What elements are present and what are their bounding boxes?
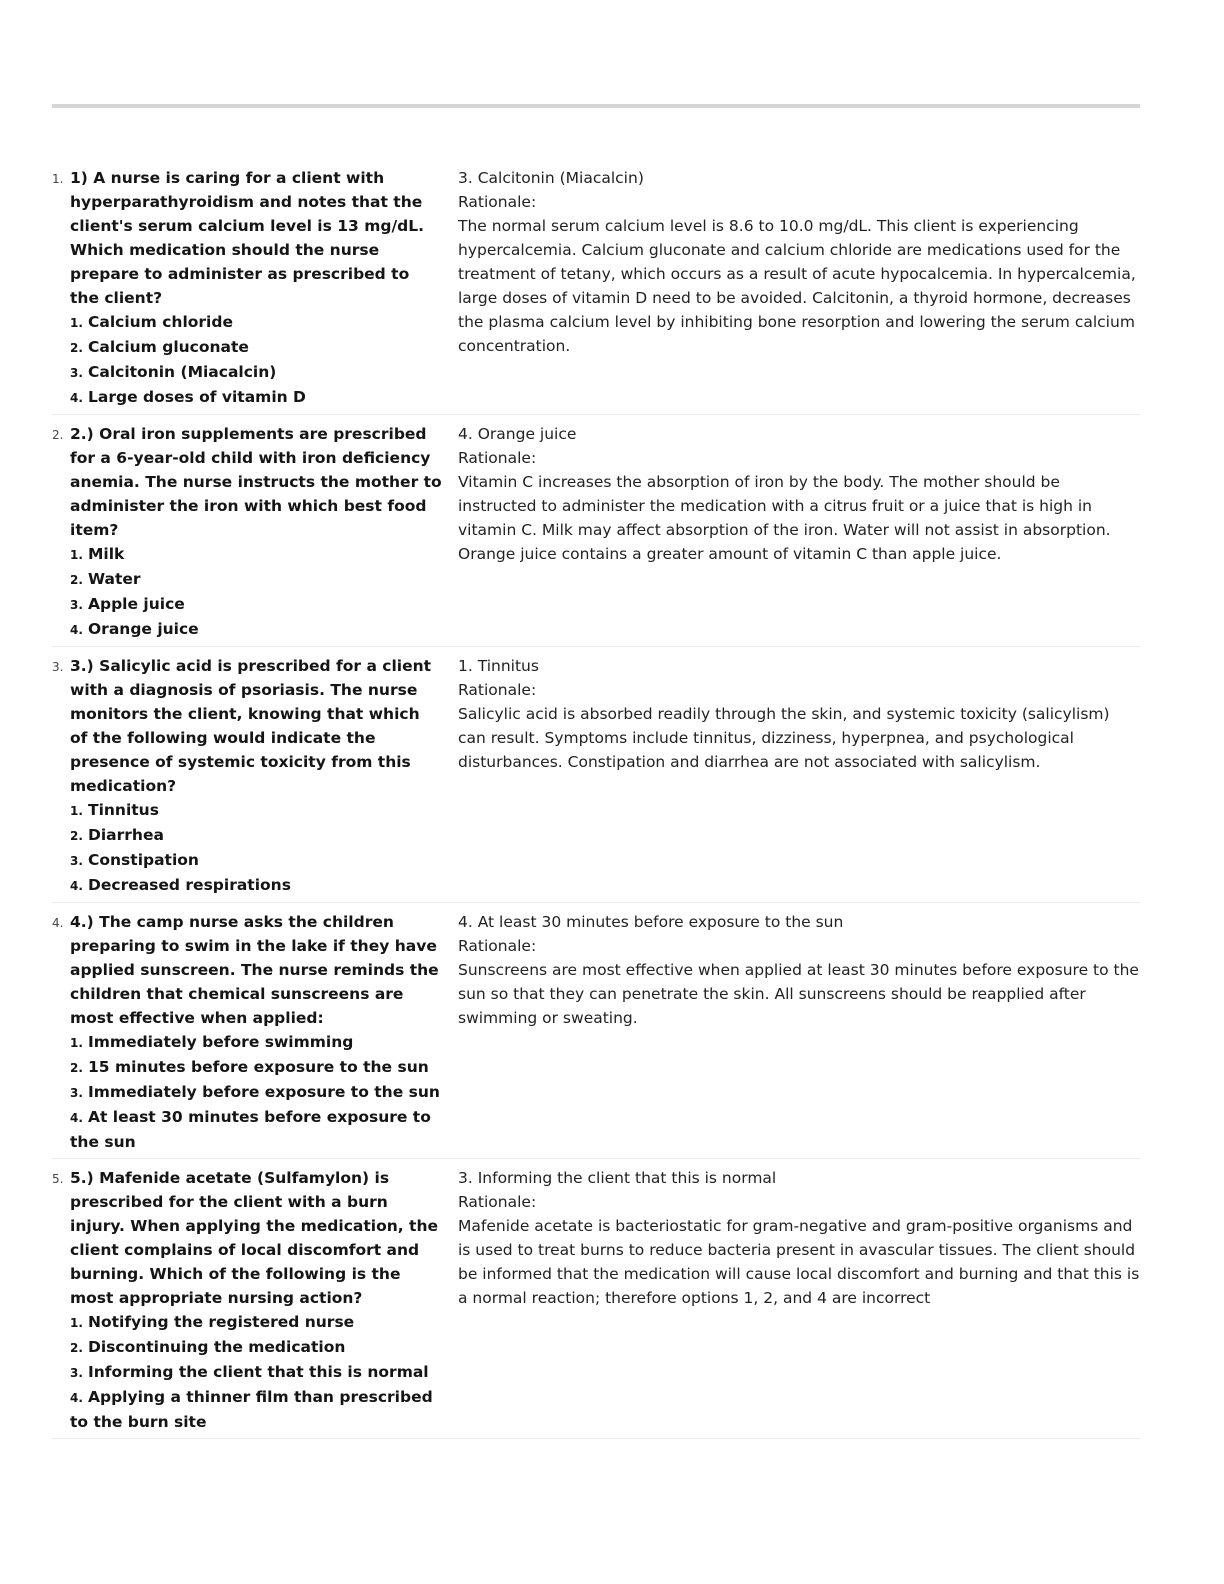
qa-row-5 xyxy=(52,1166,1140,1439)
option xyxy=(70,310,442,335)
qa-row-3 xyxy=(52,654,1140,903)
option-number: 4. xyxy=(70,1391,83,1405)
option-number: 1. xyxy=(70,548,83,562)
option xyxy=(70,1385,442,1434)
answer-text: 3. Calcitonin (Miacalcin) xyxy=(458,169,644,187)
option-text: Immediately before exposure to the sun xyxy=(88,1083,440,1101)
option-number: 4. xyxy=(70,1111,83,1125)
question-text: 5.) Mafenide acetate (Sulfamylon) is prescribed for the client with a burn injury. When applying the medication, the client complains of local discomfort and burning. Which of the following is the most appropriate nursing action? xyxy=(70,1169,439,1307)
option-number: 3. xyxy=(70,1086,83,1100)
option xyxy=(70,567,442,592)
question-text: 4.) The camp nurse asks the children preparing to swim in the lake if they have applied sunscreen. The nurse reminds the children that chemical sunscreens are most effective when applied: xyxy=(70,913,439,1027)
option-text: Applying a thinner film than prescribed to the burn site xyxy=(70,1388,433,1431)
option xyxy=(70,1105,442,1154)
answer-cell xyxy=(458,654,1140,898)
option xyxy=(70,385,442,410)
option-number: 4. xyxy=(70,879,83,893)
option-text: Notifying the registered nurse xyxy=(88,1313,355,1331)
option-text: Diarrhea xyxy=(88,826,164,844)
qa-row-4 xyxy=(52,910,1140,1159)
option-text: At least 30 minutes before exposure to the sun xyxy=(70,1108,431,1151)
answer-cell xyxy=(458,1166,1140,1434)
question-cell xyxy=(52,422,442,642)
option-text: Immediately before swimming xyxy=(88,1033,354,1051)
question-body xyxy=(70,654,442,898)
question-text: 3.) Salicylic acid is prescribed for a client with a diagnosis of psoriasis. The nurse monitors the client, knowing that which of the following would indicate the presence of systemic toxicity from this medication? xyxy=(70,657,432,795)
option xyxy=(70,592,442,617)
option xyxy=(70,873,442,898)
option xyxy=(70,1080,442,1105)
option-number: 1. xyxy=(70,1036,83,1050)
item-number: 4. xyxy=(52,916,64,930)
option-number: 3. xyxy=(70,1366,83,1380)
option xyxy=(70,798,442,823)
question-cell xyxy=(52,166,442,410)
question-body xyxy=(70,1166,442,1434)
option-number: 4. xyxy=(70,391,83,405)
question-text: 1) A nurse is caring for a client with hyperparathyroidism and notes that the client's serum calcium level is 13 mg/dL. Which medication should the nurse prepare to administer as prescribed to the client? xyxy=(70,169,424,307)
rationale-label: Rationale: xyxy=(458,681,537,699)
option-text: Water xyxy=(88,570,141,588)
rationale-label: Rationale: xyxy=(458,1193,537,1211)
option xyxy=(70,335,442,360)
answer-text: 3. Informing the client that this is normal xyxy=(458,1169,777,1187)
option-text: Milk xyxy=(88,545,125,563)
rationale-text: Mafenide acetate is bacteriostatic for gram-negative and gram-positive organisms and is used to treat burns to reduce bacteria present in avascular tissues. The client should be informed that the medication will cause local discomfort and burning and that this is a normal reaction; therefore options 1, 2, and 4 are incorrect xyxy=(458,1217,1140,1307)
option xyxy=(70,617,442,642)
rationale-text: Vitamin C increases the absorption of iron by the body. The mother should be instructed to administer the medication with a citrus fruit or a juice that is high in vitamin C. Milk may affect absorption of the iron. Water will not assist in absorption. Orange juice contains a greater amount of vitamin C than apple juice. xyxy=(458,473,1111,563)
item-number: 5. xyxy=(52,1172,64,1186)
option xyxy=(70,360,442,385)
answer-cell xyxy=(458,422,1140,642)
item-number: 1. xyxy=(52,172,64,186)
item-number: 2. xyxy=(52,428,64,442)
rationale-text: Sunscreens are most effective when applied at least 30 minutes before exposure to the sun so that they can penetrate the skin. All sunscreens should be reapplied after swimming or sweating. xyxy=(458,961,1139,1027)
question-text: 2.) Oral iron supplements are prescribed for a 6-year-old child with iron deficiency anemia. The nurse instructs the mother to administer the iron with which best food item? xyxy=(70,425,442,539)
option xyxy=(70,1310,442,1335)
qa-row-2 xyxy=(52,422,1140,647)
option-text: Decreased respirations xyxy=(88,876,291,894)
question-answer-table xyxy=(52,166,1140,1446)
option-number: 2. xyxy=(70,573,83,587)
option-number: 1. xyxy=(70,804,83,818)
option xyxy=(70,542,442,567)
option-number: 4. xyxy=(70,623,83,637)
rationale-label: Rationale: xyxy=(458,449,537,467)
option xyxy=(70,823,442,848)
question-cell xyxy=(52,910,442,1154)
option-number: 3. xyxy=(70,598,83,612)
option-text: Large doses of vitamin D xyxy=(88,388,306,406)
option-number: 1. xyxy=(70,1316,83,1330)
rationale-text: Salicylic acid is absorbed readily through the skin, and systemic toxicity (salicylism) can result. Symptoms include tinnitus, dizziness, hyperpnea, and psychological disturbances. Constipation and diarrhea are not associated with salicylism. xyxy=(458,705,1110,771)
option-number: 2. xyxy=(70,1341,83,1355)
answer-text: 1. Tinnitus xyxy=(458,657,539,675)
answer-cell xyxy=(458,166,1140,410)
answer-text: 4. At least 30 minutes before exposure to the sun xyxy=(458,913,844,931)
question-body xyxy=(70,422,442,642)
option-number: 2. xyxy=(70,341,83,355)
top-divider xyxy=(52,104,1140,108)
rationale-text: The normal serum calcium level is 8.6 to 10.0 mg/dL. This client is experiencing hypercalcemia. Calcium gluconate and calcium chloride are medications used for the treatment of tetany, which occurs as a result of acute hypocalcemia. In hypercalcemia, large doses of vitamin D need to be avoided. Calcitonin, a thyroid hormone, decreases the plasma calcium level by inhibiting bone resorption and lowering the serum calcium concentration. xyxy=(458,217,1136,355)
option-text: Orange juice xyxy=(88,620,199,638)
question-body xyxy=(70,910,442,1154)
item-number: 3. xyxy=(52,660,64,674)
answer-text: 4. Orange juice xyxy=(458,425,577,443)
option-text: Calcium chloride xyxy=(88,313,233,331)
option xyxy=(70,1335,442,1360)
option-number: 2. xyxy=(70,829,83,843)
rationale-label: Rationale: xyxy=(458,193,537,211)
option-number: 3. xyxy=(70,854,83,868)
option-text: Calcitonin (Miacalcin) xyxy=(88,363,277,381)
rationale-label: Rationale: xyxy=(458,937,537,955)
option xyxy=(70,1360,442,1385)
answer-cell xyxy=(458,910,1140,1154)
question-body xyxy=(70,166,442,410)
option-text: Apple juice xyxy=(88,595,185,613)
option-text: Discontinuing the medication xyxy=(88,1338,346,1356)
option-text: Tinnitus xyxy=(88,801,159,819)
option-number: 1. xyxy=(70,316,83,330)
option-text: Constipation xyxy=(88,851,199,869)
option-text: Calcium gluconate xyxy=(88,338,249,356)
option xyxy=(70,1030,442,1055)
option-number: 3. xyxy=(70,366,83,380)
question-cell xyxy=(52,654,442,898)
qa-row-1 xyxy=(52,166,1140,415)
option xyxy=(70,1055,442,1080)
question-cell xyxy=(52,1166,442,1434)
option-number: 2. xyxy=(70,1061,83,1075)
option xyxy=(70,848,442,873)
option-text: 15 minutes before exposure to the sun xyxy=(88,1058,429,1076)
option-text: Informing the client that this is normal xyxy=(88,1363,429,1381)
